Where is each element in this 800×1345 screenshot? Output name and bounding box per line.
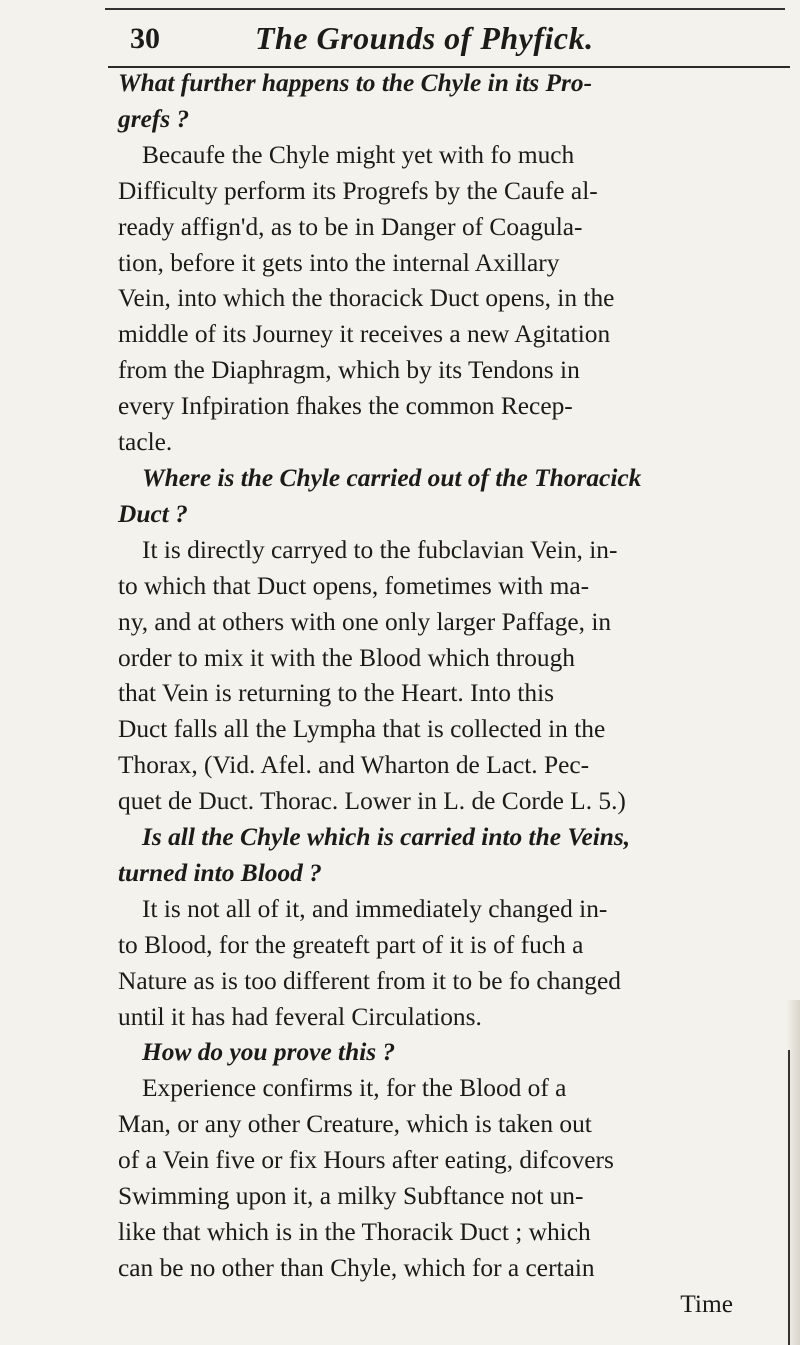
text-line: Experience confirms it, for the Blood of a bbox=[142, 1074, 567, 1103]
text-line: Duct falls all the Lympha that is collected in the bbox=[118, 715, 606, 744]
text-line: turned into Blood ? bbox=[118, 858, 322, 887]
text-line: What further happens to the Chyle in its Pro- bbox=[118, 69, 593, 97]
top-rule bbox=[105, 8, 785, 10]
text-line: to Blood, for the greateft part of it is of fuch a bbox=[118, 930, 584, 959]
text-line: Time bbox=[680, 1289, 733, 1318]
running-head: The Grounds of Phyfick. bbox=[255, 20, 594, 56]
text-line: Becaufe the Chyle might yet with fo much bbox=[142, 140, 575, 169]
text-line: tacle. bbox=[118, 428, 173, 457]
text-line: It is directly carryed to the fubclavian Vein, in- bbox=[142, 535, 618, 564]
text-line: middle of its Journey it receives a new Agitation bbox=[118, 320, 611, 349]
text-line: until it has had feveral Circulations. bbox=[118, 1002, 482, 1031]
text-line: Swimming upon it, a milky Subftance not un- bbox=[118, 1182, 584, 1211]
text-line: Is all the Chyle which is carried into the Veins, bbox=[142, 823, 631, 852]
text-line: Vein, into which the thoracick Duct opens, in the bbox=[118, 284, 615, 313]
page-number: 30 bbox=[130, 22, 160, 55]
text-line: It is not all of it, and immediately changed in- bbox=[142, 894, 608, 923]
text-line: Thorax, (Vid. Afel. and Wharton de Lact. Pec- bbox=[118, 751, 590, 780]
text-line: can be no other than Chyle, which for a certain bbox=[118, 1253, 595, 1282]
text-line: quet de Duct. Thorac. Lower in L. de Corde L. 5.) bbox=[118, 787, 626, 816]
text-line: Man, or any other Creature, which is taken out bbox=[118, 1110, 592, 1139]
text-line: Where is the Chyle carried out of the Thoracick bbox=[142, 463, 642, 492]
text-line: like that which is in the Thoracik Duct ; which bbox=[118, 1218, 591, 1246]
text-line: ready affign'd, as to be in Danger of Coagula- bbox=[118, 212, 583, 241]
text-line: grefs ? bbox=[118, 104, 190, 133]
text-line: order to mix it with the Blood which through bbox=[118, 643, 575, 672]
text-line: of a Vein five or fix Hours after eating, difcovers bbox=[118, 1146, 614, 1175]
text-line: that Vein is returning to the Heart. Into this bbox=[118, 679, 555, 708]
text-line: tion, before it gets into the internal Axillary bbox=[118, 248, 560, 277]
text-line: Nature as is too different from it to be fo changed bbox=[118, 966, 621, 995]
text-line: ny, and at others with one only larger Paffage, in bbox=[118, 607, 612, 636]
text-line: Difficulty perform its Progrefs by the Caufe al- bbox=[118, 176, 598, 205]
text-line: Duct ? bbox=[118, 499, 188, 528]
text-line: to which that Duct opens, fometimes with ma- bbox=[118, 571, 590, 600]
text-line: from the Diaphragm, which by its Tendons in bbox=[118, 356, 580, 385]
body-text bbox=[118, 66, 793, 1323]
text-line: How do you prove this ? bbox=[142, 1038, 396, 1067]
page-edge-line bbox=[788, 1050, 790, 1345]
text-line: every Infpiration fhakes the common Recep- bbox=[118, 392, 573, 421]
